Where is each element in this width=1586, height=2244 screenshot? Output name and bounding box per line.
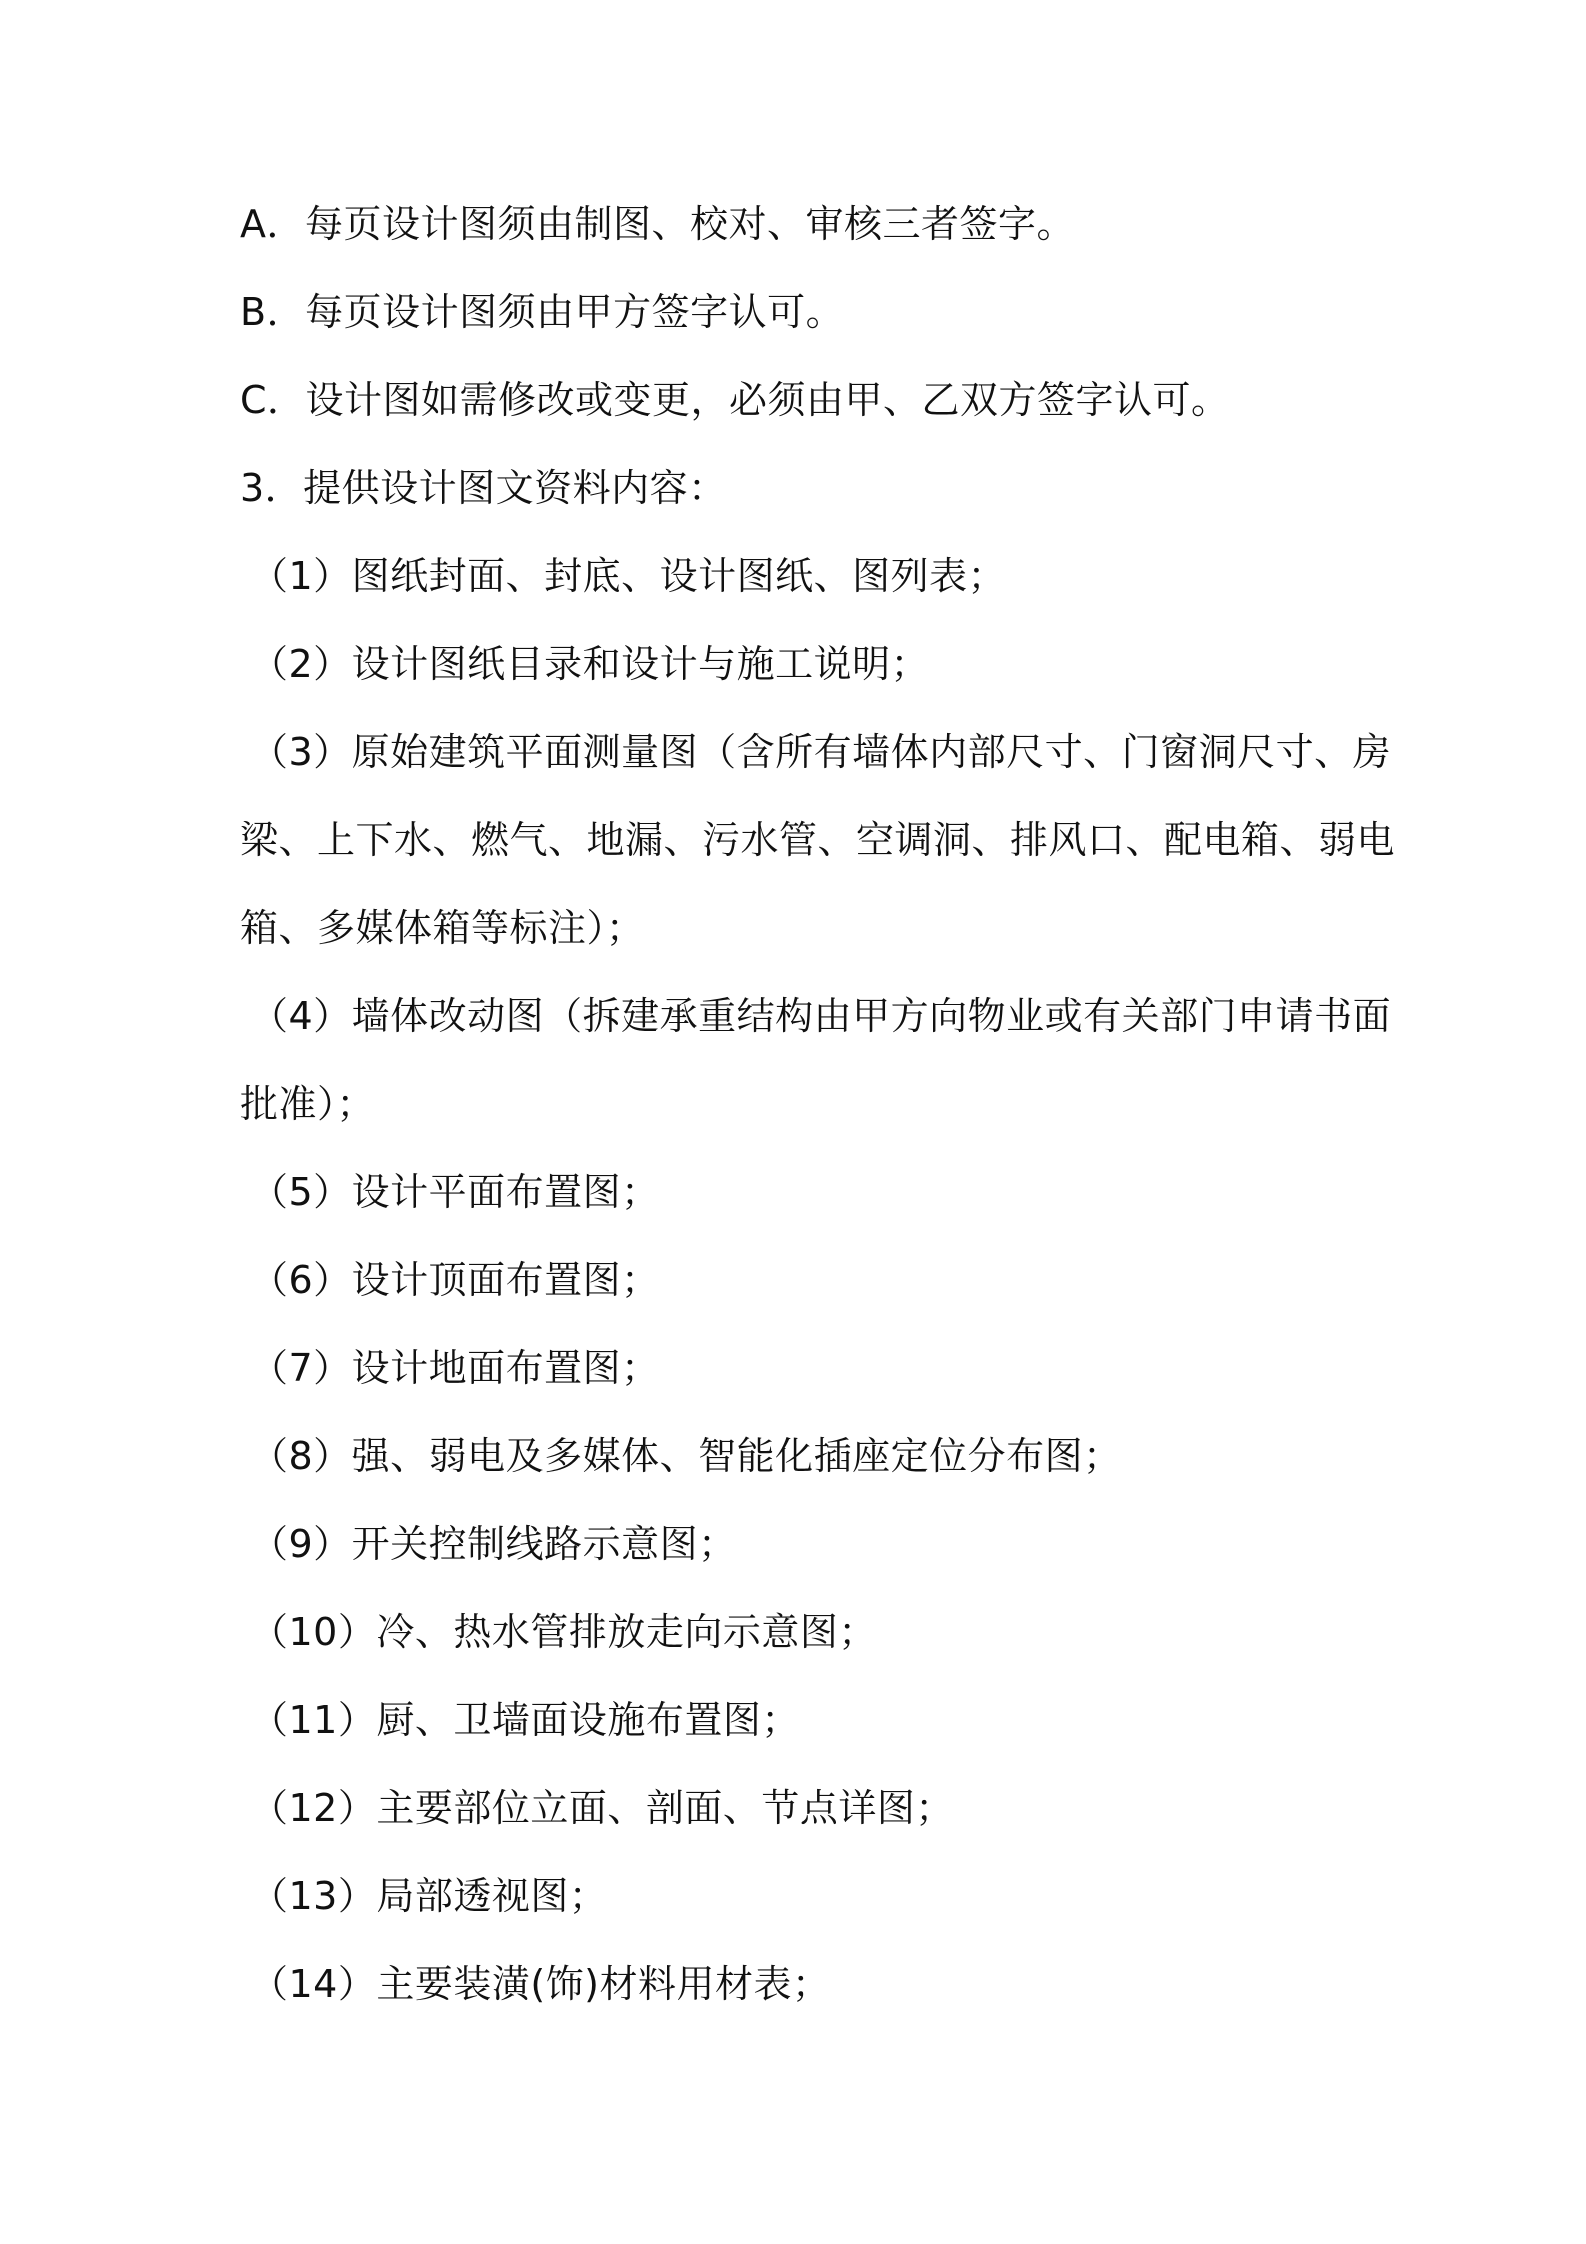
list-item-13: （13）局部透视图； <box>250 1874 608 1918</box>
list-item-1: （1）图纸封面、封底、设计图纸、图列表； <box>250 554 1007 598</box>
text-line-c: C．设计图如需修改或变更，必须由甲、乙双方签字认可。 <box>240 378 1230 422</box>
list-item-6: （6）设计顶面布置图； <box>250 1258 660 1302</box>
list-item-9: （9）开关控制线路示意图； <box>250 1522 737 1566</box>
list-item-5: （5）设计平面布置图； <box>250 1170 660 1214</box>
list-item-3-continued: 梁、上下水、燃气、地漏、污水管、空调洞、排风口、配电箱、弱电 <box>240 818 1396 862</box>
list-item-7: （7）设计地面布置图； <box>250 1346 660 1390</box>
list-item-10: （10）冷、热水管排放走向示意图； <box>250 1610 877 1654</box>
list-item-8: （8）强、弱电及多媒体、智能化插座定位分布图； <box>250 1434 1122 1478</box>
text-line-a: A．每页设计图须由制图、校对、审核三者签字。 <box>240 202 1075 246</box>
list-item-3-end: 箱、多媒体箱等标注）； <box>240 906 645 950</box>
list-item-2: （2）设计图纸目录和设计与施工说明； <box>250 642 930 686</box>
list-item-11: （11）厨、卫墙面设施布置图； <box>250 1698 800 1742</box>
list-item-14: （14）主要装潢(饰)材料用材表； <box>250 1962 831 2006</box>
list-item-4-end: 批准）； <box>240 1082 376 1126</box>
section-heading: 3．提供设计图文资料内容： <box>240 466 727 510</box>
document-body <box>240 180 1396 2028</box>
list-item-12: （12）主要部位立面、剖面、节点详图； <box>250 1786 954 1830</box>
list-item-3: （3）原始建筑平面测量图（含所有墙体内部尺寸、门窗洞尺寸、房 <box>250 730 1392 774</box>
list-item-4: （4）墙体改动图（拆建承重结构由甲方向物业或有关部门申请书面 <box>250 994 1392 1038</box>
text-line-b: B．每页设计图须由甲方签字认可。 <box>240 290 845 334</box>
